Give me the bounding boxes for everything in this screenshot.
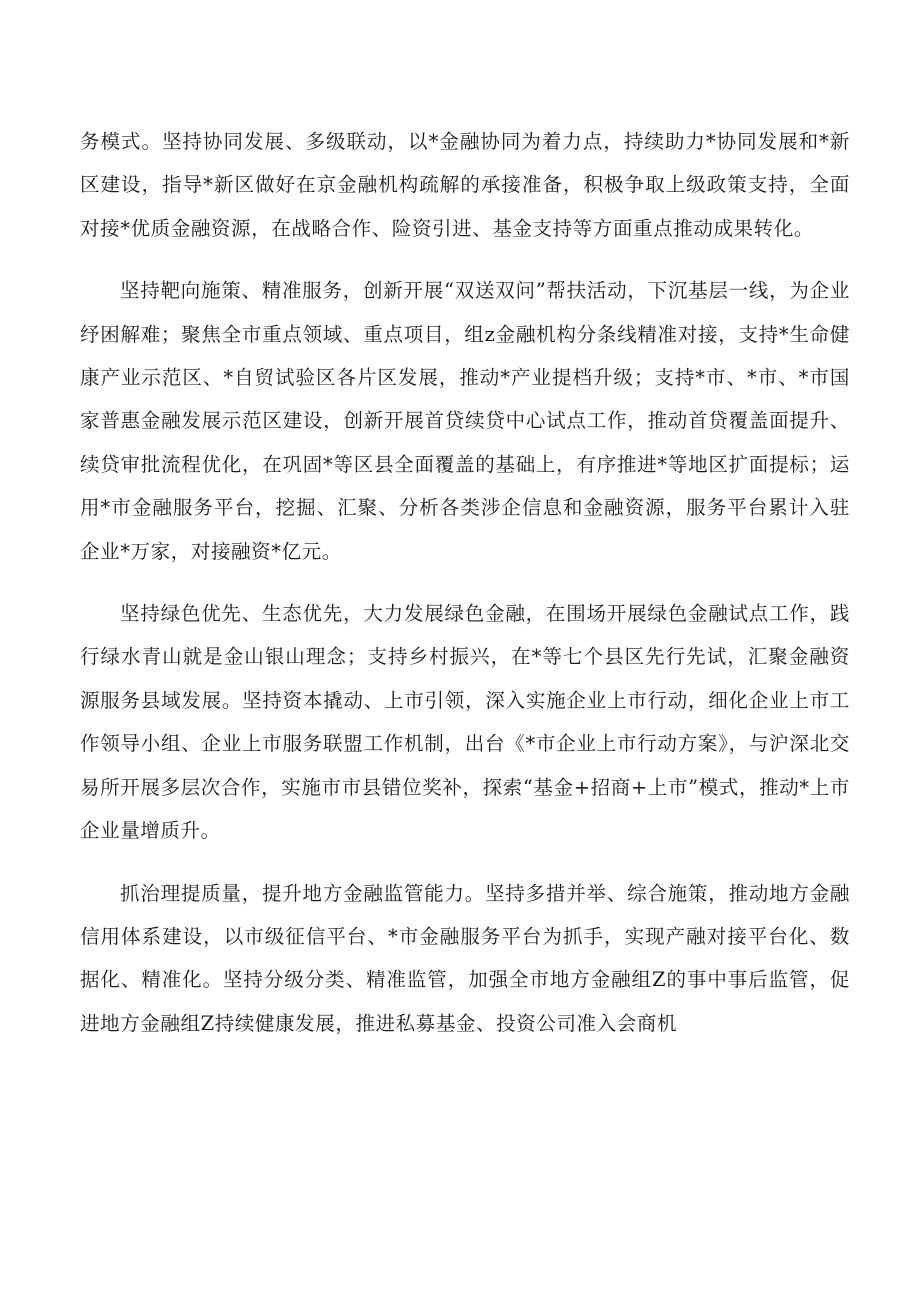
document-body	[80, 120, 850, 1064]
paragraph-4: 抓治理提质量，提升地方金融监管能力。坚持多措并举、综合施策，推动地方金融信用体系建设，以市级征信平台、*市金融服务平台为抓手，实现产融对接平台化、数据化、精准化。坚持分级分类、精准监管，加强全市地方金融组Z的事中事后监管，促进地方金融组Z持续健康发展，推进私募基金、投资公司准入会商机	[80, 881, 850, 1035]
paragraph-3: 坚持绿色优先、生态优先，大力发展绿色金融，在围场开展绿色金融试点工作，践行绿水青山就是金山银山理念；支持乡村振兴，在*等七个县区先行先试，汇聚金融资源服务县域发展。坚持资本撬动、上市引领，深入实施企业上市行动，细化企业上市工作领导小组、企业上市服务联盟工作机制，出台《*市企业上市行动方案》，与沪深北交易所开展多层次合作，实施市市县错位奖补，探索“基金+招商+上市”模式，推动*上市企业量增质升。	[80, 602, 850, 843]
paragraph-2: 坚持靶向施策、精准服务，创新开展“双送双问”帮扶活动，下沉基层一线，为企业纾困解难；聚焦全市重点领域、重点项目，组z金融机构分条线精准对接，支持*生命健康产业示范区、*自贸试验区各片区发展，推动*产业提档升级；支持*市、*市、*市国家普惠金融发展示范区建设，创新开展首贷续贷中心试点工作，推动首贷覆盖面提升、续贷审批流程优化，在巩固*等区县全面覆盖的基础上，有序推进*等地区扩面提标；运用*市金融服务平台，挖掘、汇聚、分析各类涉企信息和金融资源，服务平台累计入驻企业*万家，对接融资*亿元。	[80, 279, 850, 563]
paragraph-1: 务模式。坚持协同发展、多级联动，以*金融协同为着力点，持续助力*协同发展和*新区建设，指导*新区做好在京金融机构疏解的承接准备，积极争取上级政策支持，全面对接*优质金融资源，在战略合作、险资引进、基金支持等方面重点推动成果转化。	[80, 130, 850, 240]
